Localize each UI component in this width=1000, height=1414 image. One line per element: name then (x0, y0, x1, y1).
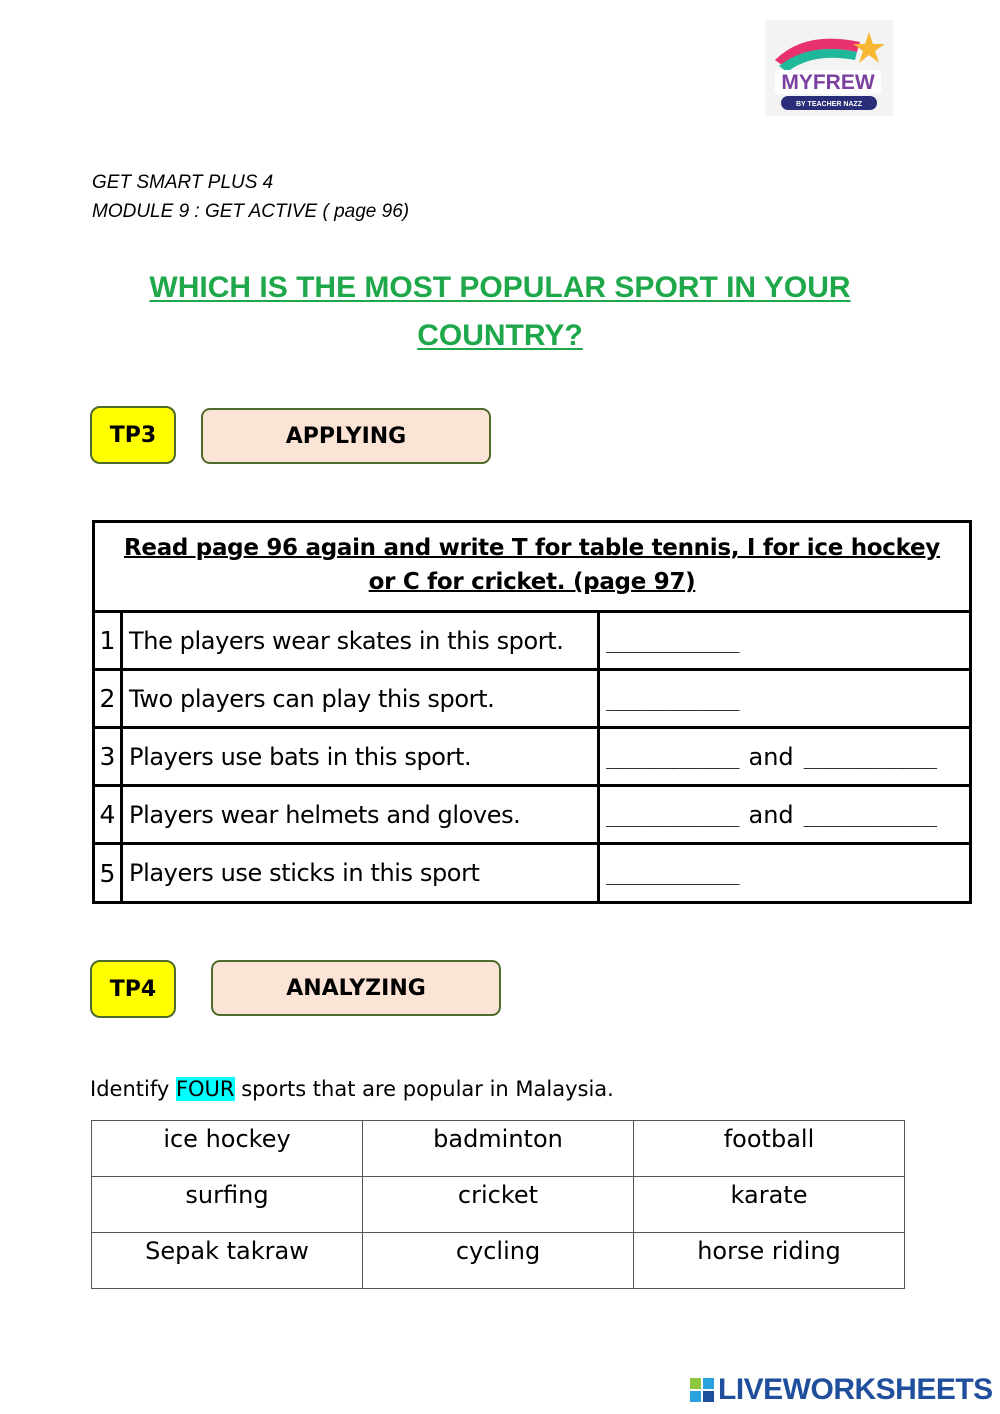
question-text: Players wear helmets and gloves. (123, 787, 600, 842)
and-word: and (748, 742, 794, 771)
answer-cell[interactable] (600, 671, 969, 726)
table-row (92, 1121, 905, 1177)
row-number: 1 (95, 613, 123, 668)
sport-option[interactable]: ice hockey (92, 1121, 363, 1177)
svg-text:MYFREW: MYFREW (781, 71, 875, 94)
svg-text:BY TEACHER NAZZ: BY TEACHER NAZZ (796, 101, 862, 108)
and-word: and (748, 800, 794, 829)
table-row (95, 729, 969, 787)
table-row (92, 1233, 905, 1289)
instruction-line-1: Read page 96 again and write T for table tennis, I for ice hockey (124, 535, 940, 561)
question-text: The players wear skates in this sport. (123, 613, 600, 668)
sport-option[interactable]: surfing (92, 1177, 363, 1233)
course-line-1: GET SMART PLUS 4 (92, 172, 274, 193)
instruction-prefix: Identify (90, 1077, 176, 1101)
logo-graphic (765, 20, 893, 116)
analyzing-label: ANALYZING (211, 960, 501, 1016)
tp4-badge: TP4 (90, 960, 176, 1018)
sport-option[interactable]: karate (634, 1177, 905, 1233)
liveworksheets-icon (690, 1378, 714, 1402)
tp3-badge: TP3 (90, 406, 176, 464)
sport-option[interactable]: horse riding (634, 1233, 905, 1289)
sport-option[interactable]: badminton (363, 1121, 634, 1177)
myfrew-logo (765, 20, 893, 116)
row-number: 2 (95, 671, 123, 726)
table-row (95, 671, 969, 729)
question-text: Players use bats in this sport. (123, 729, 600, 784)
row-number: 3 (95, 729, 123, 784)
brand-text: LIVEWORKSHEETS (718, 1373, 993, 1406)
row-number: 5 (95, 845, 123, 901)
answer-blank[interactable]: ____________ (606, 744, 739, 769)
answer-blank[interactable]: ____________ (803, 802, 937, 827)
answer-blank[interactable]: ____________ (606, 686, 739, 711)
answer-cell[interactable] (600, 787, 969, 842)
table-row (95, 787, 969, 845)
course-heading (92, 168, 409, 226)
answer-cell[interactable] (600, 845, 969, 901)
answer-blank[interactable]: ____________ (606, 802, 739, 827)
highlighted-word: FOUR (175, 1077, 235, 1101)
sport-option[interactable]: cricket (363, 1177, 634, 1233)
table-row (95, 613, 969, 671)
answer-blank[interactable]: ____________ (606, 861, 739, 885)
tf-worksheet-table (92, 520, 972, 904)
instruction-suffix: sports that are popular in Malaysia. (234, 1077, 614, 1101)
course-line-2: MODULE 9 : GET ACTIVE ( page 96) (92, 201, 410, 222)
applying-label: APPLYING (201, 408, 491, 464)
sport-option[interactable]: football (634, 1121, 905, 1177)
answer-cell[interactable] (600, 729, 969, 784)
identify-instruction (90, 1072, 614, 1106)
table-row (95, 845, 969, 901)
sport-option[interactable]: Sepak takraw (92, 1233, 363, 1289)
answer-cell[interactable] (600, 613, 969, 668)
row-number: 4 (95, 787, 123, 842)
table-row (92, 1177, 905, 1233)
worksheet-title: WHICH IS THE MOST POPULAR SPORT IN YOUR COUNTRY? (149, 271, 851, 352)
worksheet-instruction (95, 523, 969, 613)
question-text: Players use sticks in this sport (123, 845, 600, 901)
instruction-line-2: or C for cricket. (page 97) (368, 569, 696, 595)
answer-blank[interactable]: ____________ (803, 744, 937, 769)
question-text: Two players can play this sport. (123, 671, 600, 726)
sports-choice-table (91, 1120, 905, 1289)
sport-option[interactable]: cycling (363, 1233, 634, 1289)
liveworksheets-brand (690, 1372, 993, 1408)
answer-blank[interactable]: ____________ (606, 628, 739, 653)
